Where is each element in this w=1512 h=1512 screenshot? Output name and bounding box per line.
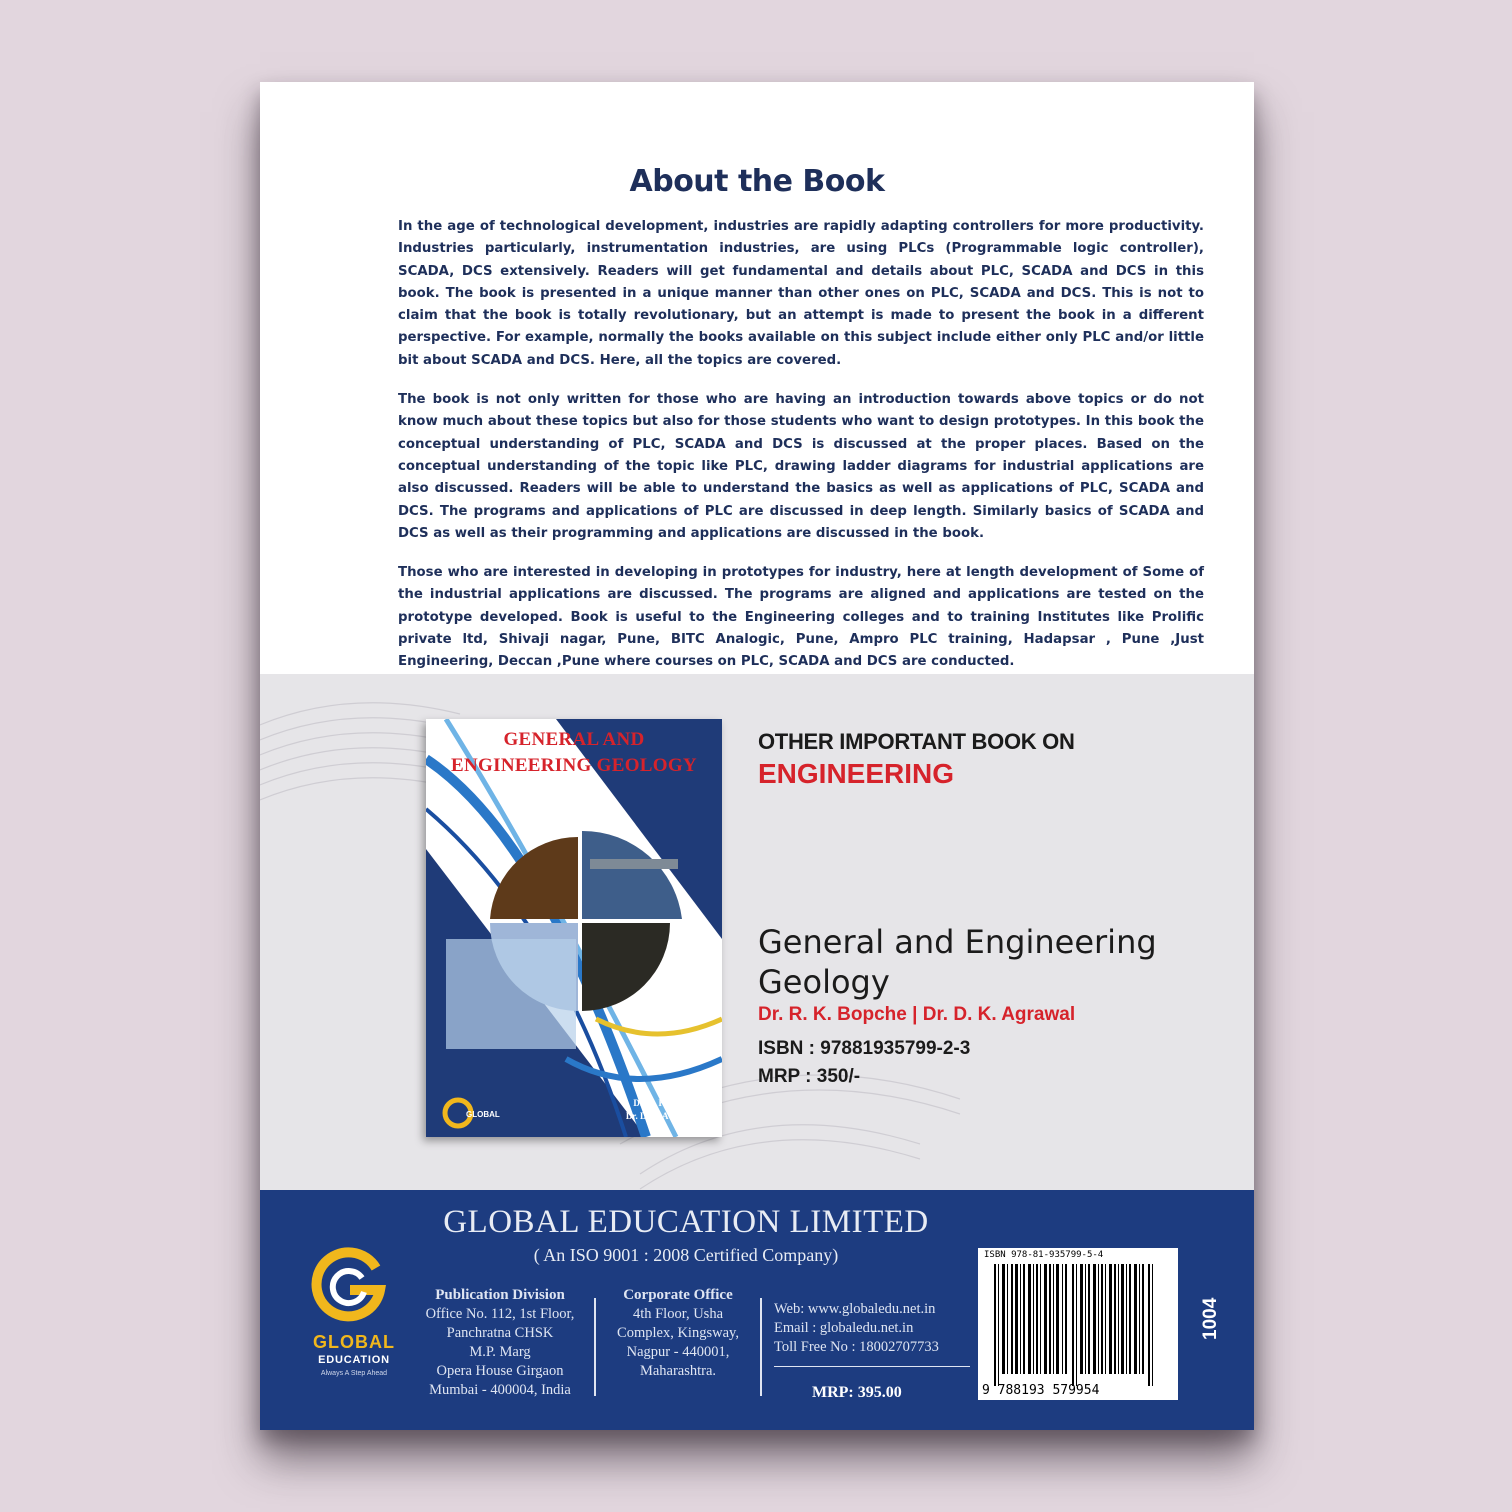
publication-line: Office No. 112, 1st Floor, [425, 1306, 575, 1322]
publication-line: M.P. Marg [469, 1344, 531, 1360]
company-certification: ( An ISO 9001 : 2008 Certified Company) [533, 1245, 839, 1265]
corporate-office [600, 1286, 756, 1381]
cover-artwork [426, 719, 722, 1137]
corporate-line: Nagpur - 440001, [626, 1344, 730, 1360]
promo-book-title: General and Engineering Geology [758, 923, 1157, 1001]
about-paragraph-1: In the age of technological development, industries are rapidly adapting controllers for more productivity. Industries particularly, instrumentation industries, are using PLCs (Programmable logic controller), SCADA, DCS extensively. Readers will get fundamental and details about PLC, SCADA and DCS in this book. The book is presented in a unique manner than other ones on PLC, SCADA and DCS. This is not to claim that the book is totally revolutionary, but an attempt is made to present the book in a different perspective. For example, normally the books available on this subject include either only PLC and/or little bit about SCADA and DCS. Here, all the topics are covered. [398, 219, 1204, 368]
product-code: 1004 [1200, 1297, 1221, 1340]
other-book-section [260, 674, 1254, 1190]
cover-publisher: GLOBAL [466, 1110, 500, 1119]
promo-heading: OTHER IMPORTANT BOOK ON [758, 729, 1075, 754]
corporate-line: Maharashtra. [639, 1363, 717, 1379]
publication-line: Panchratna CHSK [446, 1325, 554, 1341]
barcode-isbn: ISBN 978-81-935799-5-4 [984, 1250, 1104, 1260]
barcode [978, 1248, 1178, 1400]
global-education-logo-icon [310, 1246, 390, 1326]
book-back-cover [260, 82, 1254, 1430]
email: Email : globaledu.net.in [774, 1320, 914, 1336]
logo-word-global: GLOBAL [313, 1332, 395, 1352]
cover-author-2: Dr. D. K. AGRAWAL [625, 1111, 708, 1121]
cover-author-1: Dr. R. K. BOPCHE [633, 1098, 708, 1108]
footer-mrp: MRP: 395.00 [812, 1384, 902, 1401]
promo-isbn: ISBN : 97881935799-2-3 [758, 1038, 971, 1059]
cover-title-line-1: GENERAL AND [503, 729, 645, 750]
other-book-cover [426, 719, 722, 1137]
publisher-footer [260, 1190, 1254, 1430]
about-title: About the Book [629, 164, 885, 199]
corporate-heading: Corporate Office [623, 1287, 733, 1303]
about-paragraph-2: The book is not only written for those who are having an introduction towards above topics or do not know much about these topics but also for those students who want to design prototypes. In this book the conceptual understanding of PLC, SCADA and DCS is discussed at the proper places. Based on the conceptual understanding of the topic like PLC, drawing ladder diagrams for industrial applications are also discussed. Readers will be able to understand the basics as well as applications of PLC, SCADA and DCS. The programs and applications of PLC are discussed in deep length. Similarly basics of SCADA and DCS as well as their programming and applications are discussed in the book. [398, 392, 1204, 541]
publication-heading: Publication Division [435, 1287, 565, 1303]
divider [774, 1366, 970, 1367]
divider [760, 1298, 762, 1396]
toll-free: Toll Free No : 18002707733 [774, 1339, 939, 1355]
promo-mrp: MRP : 350/- [758, 1066, 861, 1087]
logo-tagline: Always A Step Ahead [320, 1370, 388, 1377]
publication-division [412, 1286, 588, 1400]
about-paragraph-3: Those who are interested in developing in prototypes for industry, here at length development of Some of the industrial applications are discussed. The programs are aligned and applications are tested on the prototype developed. Book is useful to the Engineering colleges and to training Institutes like Prolific private ltd, Shivaji nagar, Pune, BITC Analogic, Pune, Ampro PLC training, Hadapsar , Pune ,Just Engineering, Deccan ,Pune where courses on PLC, SCADA and DCS are conducted. [398, 565, 1204, 670]
contact-info [774, 1300, 939, 1357]
company-name: GLOBAL EDUCATION LIMITED [443, 1204, 929, 1240]
cover-authors [626, 1097, 708, 1123]
promo-authors: Dr. R. K. Bopche | Dr. D. K. Agrawal [758, 1004, 1076, 1025]
logo-word-education: EDUCATION [318, 1354, 390, 1366]
corporate-line: Complex, Kingsway, [617, 1325, 739, 1341]
about-body [398, 216, 1204, 691]
barcode-number: 9 788193 579954 [982, 1383, 1100, 1398]
divider [594, 1298, 596, 1396]
cover-title-line-2: ENGINEERING GEOLOGY [451, 755, 697, 776]
publication-line: Mumbai - 400004, India [429, 1382, 571, 1398]
promo-subject: ENGINEERING [758, 758, 955, 789]
publication-line: Opera House Girgaon [436, 1363, 564, 1379]
corporate-line: 4th Floor, Usha [632, 1306, 724, 1322]
website: Web: www.globaledu.net.in [774, 1301, 936, 1317]
barcode-bars-icon [978, 1248, 1178, 1400]
